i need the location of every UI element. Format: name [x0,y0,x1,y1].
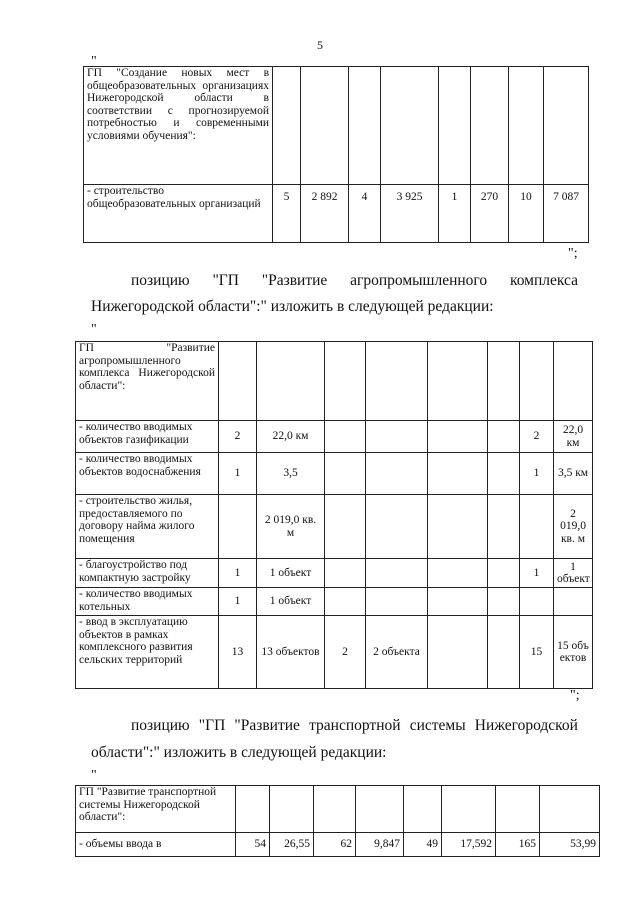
table-cell [366,495,428,559]
paragraph-transport-line2: области":" изложить в следующей редакции: [91,744,387,761]
table-cell: 1 [219,559,257,588]
table-row-header [76,786,600,833]
table-cell: 26,55 [270,833,314,857]
word: транспортной [309,717,401,734]
table-cell: 4 [349,185,381,243]
table-agro [75,341,593,689]
table-row [76,453,593,495]
table-cell [428,616,488,689]
table-cell [520,588,554,616]
table-cell [325,559,366,588]
table-cell: 15 [520,616,554,689]
paragraph-agro-line2: Нижегородской области":" изложить в следующей редакции: [91,298,494,315]
table-cell: 15 объектов [554,616,593,689]
table-cell-label: - благоустройство под компактную застройку [76,559,219,588]
table-row-header [84,67,589,185]
word: "Развитие [234,717,300,734]
table-cell: 54 [236,833,270,857]
table-cell: 22,0 км [257,421,325,453]
table-cell: 3,5 [257,453,325,495]
table-cell [428,588,488,616]
table-cell: 2 892 [301,185,349,243]
quote-open-2: " [91,322,97,337]
word: "ГП [198,717,226,734]
table-cell: 1 [439,185,471,243]
table-row [76,616,593,689]
word: Нижегородской [474,717,578,734]
table-cell [488,453,520,495]
page-number: 5 [317,38,323,52]
table-cell [554,588,593,616]
table-cell: 2 [219,421,257,453]
table-cell: 1 [219,588,257,616]
table-cell-header-label: ГП "Развитие транспортной системы Нижегородской области": [76,786,236,833]
table-cell-label: - количество вводимых объектов водоснабжения [76,453,219,495]
word: комплекса [509,272,578,289]
word: позицию [131,717,190,734]
table-cell: 1 объект [554,559,593,588]
table-cell: 9,847 [356,833,404,857]
table-cell-label: - строительство жилья, предоставляемого по договору найма жилого помещения [76,495,219,559]
word: агропромышленного [350,272,488,289]
table-cell [366,559,428,588]
table-row [76,421,593,453]
table-cell: 5 [273,185,301,243]
table-cell-label: - объемы ввода в [76,833,236,857]
table-cell: 1 объект [257,559,325,588]
paragraph-agro-line1 [131,272,578,289]
paragraph-transport-line1 [131,717,578,734]
table-cell-label: - ввод в эксплуатацию объектов в рамках комплексного развития сельских территорий [76,616,219,689]
table-cell: 1 объект [257,588,325,616]
table-cell: 2 [325,616,366,689]
table-cell: 62 [314,833,356,857]
table-cell: 270 [471,185,509,243]
table-row [84,185,589,243]
table-row [76,588,593,616]
table-cell [366,421,428,453]
table-cell [488,495,520,559]
table-cell: 3 925 [381,185,439,243]
table-cell [366,588,428,616]
word: системы [409,717,466,734]
table-cell-header-label: ГП "Создание новых мест в общеобразовательных организациях Нижегородской области в соответствии с прогнозируемой потребностью и современными условиями обучения": [84,67,273,185]
table-cell [366,453,428,495]
table-cell: 1 [520,453,554,495]
table-cell-header-label: ГП "Развитие агропромышленного комплекса Нижегородской области": [76,342,219,421]
table-cell-label: - количество вводимых котельных [76,588,219,616]
table-cell: 22,0 км [554,421,593,453]
table-cell: 7 087 [544,185,589,243]
table-cell [520,495,554,559]
table-cell-label: - строительство общеобразовательных организаций [84,185,273,243]
table-cell [488,616,520,689]
table-cell [219,495,257,559]
table-row-header [76,342,593,421]
table-education [83,66,589,243]
table-cell: 2 объекта [366,616,428,689]
table-cell-label: - количество вводимых объектов газификации [76,421,219,453]
table-cell: 13 [219,616,257,689]
table-cell: 2 019,0 кв. м [257,495,325,559]
quote-close-2: "; [570,688,580,703]
table-cell: 2 019,0 кв. м [554,495,593,559]
table-cell [428,421,488,453]
table-row [76,833,600,857]
table-cell: 2 [520,421,554,453]
table-cell [488,559,520,588]
word: "ГП [212,272,239,289]
table-cell: 49 [404,833,442,857]
table-row [76,495,593,559]
table-cell: 10 [509,185,544,243]
table-cell: 3,5 км [554,453,593,495]
table-cell: 1 [219,453,257,495]
quote-open-1: " [91,54,97,69]
table-cell [428,495,488,559]
table-cell [428,559,488,588]
quote-close-1: "; [568,246,578,261]
table-cell [488,421,520,453]
table-cell: 53,99 [540,833,600,857]
table-cell [325,495,366,559]
table-row [76,559,593,588]
table-cell [428,453,488,495]
word: "Развитие [261,272,328,289]
word: позицию [131,272,190,289]
table-cell [325,588,366,616]
table-cell: 17,592 [442,833,496,857]
table-cell: 165 [496,833,540,857]
table-cell [325,421,366,453]
table-cell: 13 объектов [257,616,325,689]
table-cell [325,453,366,495]
table-cell [488,588,520,616]
table-transport [75,785,600,857]
quote-open-3: " [91,768,97,783]
table-cell: 1 [520,559,554,588]
